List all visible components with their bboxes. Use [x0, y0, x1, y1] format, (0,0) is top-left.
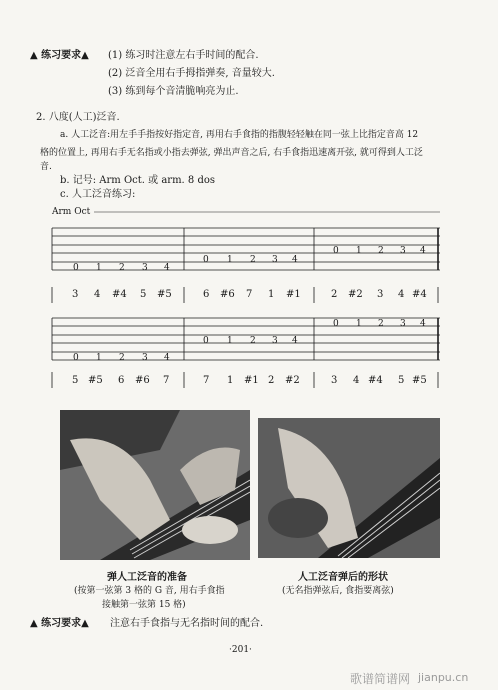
practice-label-bottom: ▲ 练习要求▲ [30, 618, 89, 629]
jianpu-note: 3 [72, 289, 79, 300]
practice-item-1: (1) 练习时注意左右手时间的配合. [108, 50, 259, 61]
tab-num: 4 [292, 255, 298, 265]
tab-num: 0 [73, 263, 79, 273]
jianpu-note: 4 [353, 375, 360, 386]
tab-num: 1 [356, 246, 362, 256]
jianpu-note: #1 [286, 289, 301, 300]
tab-num: 4 [292, 336, 298, 346]
jianpu-note: 1 [268, 289, 275, 300]
jianpu-note: #2 [285, 375, 300, 386]
tab-num: 3 [142, 263, 148, 273]
tab-num: 1 [96, 263, 102, 273]
watermark-cn: 歌谱简谱网 [350, 672, 411, 686]
jianpu-note: #4 [112, 289, 127, 300]
jianpu-note: 2 [331, 289, 338, 300]
jianpu-note: 5 [140, 289, 147, 300]
tab-num: 0 [333, 246, 339, 256]
left-caption-line3: 接触第一弦第 15 格) [102, 600, 186, 610]
photo-right-hand-after [258, 418, 440, 558]
page-number: ·201· [229, 645, 252, 655]
jianpu-note: 5 [398, 375, 405, 386]
jianpu-note: #4 [368, 375, 383, 386]
jianpu-note: 7 [246, 289, 253, 300]
tab-num: 4 [164, 263, 170, 273]
tab-num: 3 [272, 255, 278, 265]
tab-num: 2 [119, 353, 125, 363]
section-b-line: b. 记号: Arm Oct. 或 arm. 8 dos [60, 175, 215, 186]
jianpu-note: 4 [398, 289, 405, 300]
jianpu-note: 5 [72, 375, 79, 386]
section-a-line2: 格的位置上, 再用右手无名指或小指去弹弦, 弹出声音之后, 右手食指迅速离开弦, 就可得到人工泛 [40, 148, 423, 158]
jianpu-note: #6 [135, 375, 150, 386]
tab-num: 4 [420, 246, 426, 256]
tab-num: 3 [400, 319, 406, 329]
jianpu-note: 6 [118, 375, 125, 386]
jianpu-note: 7 [163, 375, 170, 386]
right-caption-title: 人工泛音弹后的形状 [298, 572, 388, 583]
watermark-url: jianpu.cn [418, 671, 469, 684]
practice-bottom-text: 注意右手食指与无名指时间的配合. [110, 618, 264, 629]
tab-num: 3 [142, 353, 148, 363]
tab-num: 0 [203, 255, 209, 265]
tab-num: 2 [250, 336, 256, 346]
practice-item-2: (2) 泛音全用右手拇指弹奏, 音量较大. [108, 68, 275, 79]
tab-num: 0 [203, 336, 209, 346]
practice-label-top: ▲ 练习要求▲ [30, 50, 89, 61]
tab-num: 0 [73, 353, 79, 363]
photo-left-hand-prep [60, 410, 250, 560]
tab-num: 1 [227, 255, 233, 265]
jianpu-note: 3 [331, 375, 338, 386]
tab-num: 2 [378, 319, 384, 329]
left-caption-title: 弹人工泛音的准备 [107, 572, 187, 583]
jianpu-note: 6 [203, 289, 210, 300]
section-c-line: c. 人工泛音练习: [60, 189, 136, 200]
tab-num: 1 [227, 336, 233, 346]
right-caption-line2: (无名指弹弦后, 食指要离弦) [282, 586, 394, 596]
jianpu-note: #1 [244, 375, 259, 386]
tab-num: 0 [333, 319, 339, 329]
tab-num: 2 [378, 246, 384, 256]
jianpu-note: #5 [88, 375, 103, 386]
jianpu-note: 7 [203, 375, 210, 386]
tab-num: 2 [119, 263, 125, 273]
jianpu-note: #5 [157, 289, 172, 300]
section-a-line1: a. 人工泛音:用左手手指按好指定音, 再用右手食指的指腹轻轻触在同一弦上比指定音高 12 [60, 130, 419, 140]
jianpu-note: 2 [268, 375, 275, 386]
jianpu-note: 3 [377, 289, 384, 300]
tab-num: 4 [164, 353, 170, 363]
arm-oct-marking: Arm Oct [52, 207, 91, 217]
jianpu-note: #5 [412, 375, 427, 386]
tab-num: 3 [400, 246, 406, 256]
section-heading: 2. 八度(人工)泛音. [36, 112, 120, 123]
practice-item-3: (3) 练到每个音清脆响亮为止. [108, 86, 239, 97]
jianpu-note: #6 [220, 289, 235, 300]
tab-num: 3 [272, 336, 278, 346]
tab-num: 1 [356, 319, 362, 329]
section-a-line3: 音. [40, 162, 52, 172]
jianpu-note: 4 [94, 289, 101, 300]
tab-num: 1 [96, 353, 102, 363]
left-caption-line2: (按第一弦第 3 格的 G 音, 用右手食指 [74, 586, 225, 596]
jianpu-note: #4 [412, 289, 427, 300]
jianpu-note: 1 [227, 375, 234, 386]
jianpu-note: #2 [348, 289, 363, 300]
tab-num: 4 [420, 319, 426, 329]
tab-num: 2 [250, 255, 256, 265]
